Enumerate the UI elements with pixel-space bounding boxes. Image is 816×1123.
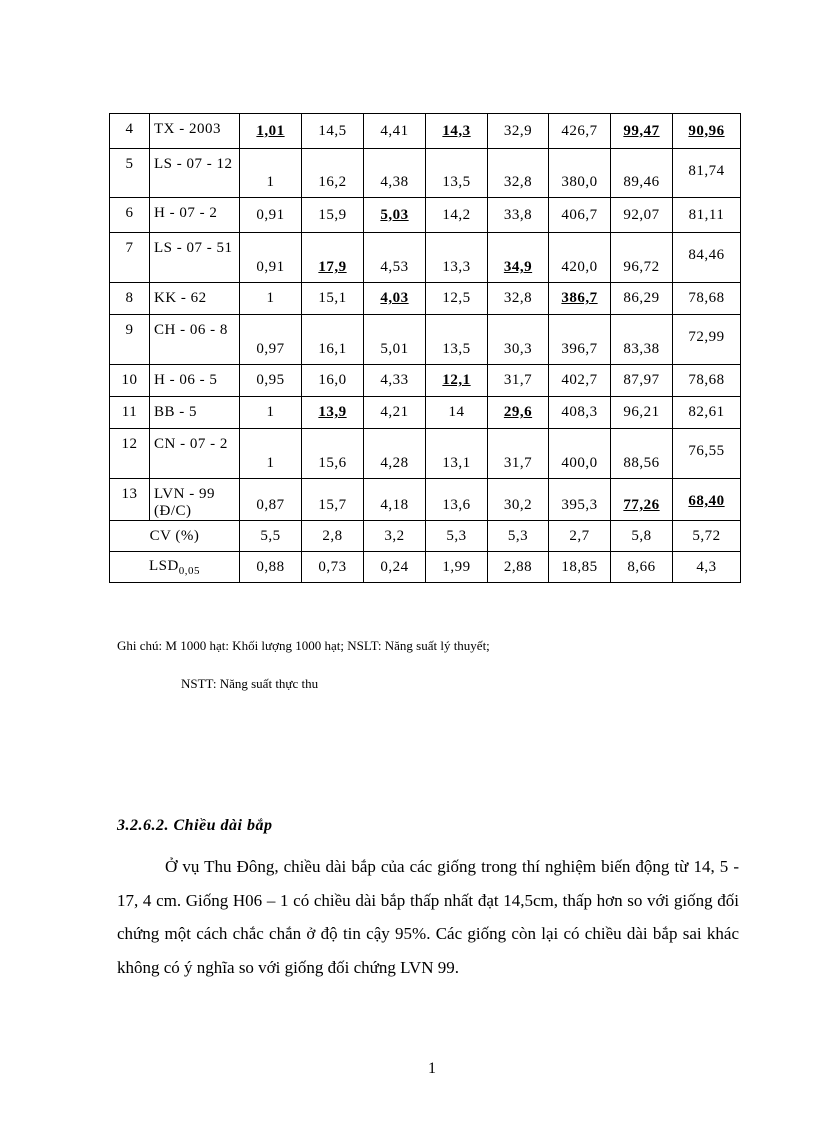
significant-value: 5,03 (380, 206, 409, 223)
value-cell (611, 479, 673, 521)
variety-name-cell: LVN - 99 (Đ/C) (150, 479, 240, 521)
cell-value: 13,6 (442, 497, 471, 513)
variety-name-cell: BB - 5 (150, 397, 240, 429)
cell-value: 406,7 (561, 206, 598, 223)
value-cell (302, 198, 364, 233)
value-cell (611, 365, 673, 397)
row-index-cell: 9 (110, 315, 150, 365)
value-cell (426, 233, 488, 283)
value-cell (426, 149, 488, 198)
value-cell (240, 429, 302, 479)
cell-value: 1 (266, 290, 275, 306)
summary-value-cell: 1,99 (426, 552, 488, 583)
value-cell (488, 198, 549, 233)
summary-value-cell: 0,88 (240, 552, 302, 583)
body-paragraph (117, 850, 739, 984)
summary-value-cell: 2,7 (549, 521, 611, 552)
value-cell (611, 315, 673, 365)
summary-value-cell: 5,3 (488, 521, 549, 552)
cell-value: 84,46 (688, 247, 725, 263)
value-cell (488, 315, 549, 365)
cell-value: 0,97 (256, 341, 285, 357)
value-cell (302, 114, 364, 149)
summary-value-cell: 5,5 (240, 521, 302, 552)
value-cell (488, 233, 549, 283)
value-cell (240, 114, 302, 149)
value-cell (364, 233, 426, 283)
cell-value: 15,1 (318, 290, 347, 306)
value-cell (426, 397, 488, 429)
cell-value: 83,38 (623, 341, 660, 357)
cell-value: 1 (266, 404, 275, 420)
cell-value: 78,68 (688, 372, 725, 388)
table-note-2: NSTT: Năng suất thực thu (181, 676, 319, 691)
significant-value: 12,1 (442, 372, 471, 388)
value-cell (611, 283, 673, 315)
value-cell (611, 233, 673, 283)
row-index-cell: 8 (110, 283, 150, 315)
cell-value: 13,5 (442, 174, 471, 190)
significant-value: 13,9 (318, 404, 347, 420)
cell-value: 380,0 (561, 174, 598, 190)
cell-value: 32,9 (503, 122, 533, 139)
cell-value: 96,72 (623, 259, 660, 275)
cell-value: 0,95 (256, 372, 285, 388)
value-cell (364, 397, 426, 429)
value-cell (549, 365, 611, 397)
value-cell (302, 315, 364, 365)
row-index-cell: 5 (110, 149, 150, 198)
value-cell (488, 429, 549, 479)
row-index-cell: 6 (110, 198, 150, 233)
cell-value: 1 (266, 455, 275, 471)
value-cell (673, 149, 741, 198)
cell-value: 81,11 (688, 206, 725, 223)
cell-value: 4,41 (380, 122, 409, 139)
value-cell (673, 233, 741, 283)
value-cell (673, 315, 741, 365)
value-cell (611, 198, 673, 233)
cell-value: 33,8 (503, 206, 533, 223)
cell-value: 4,18 (380, 497, 409, 513)
cell-value: 32,8 (503, 290, 533, 306)
table-row (110, 365, 741, 397)
value-cell (488, 149, 549, 198)
cell-value: 13,1 (442, 455, 471, 471)
value-cell (549, 479, 611, 521)
value-cell (426, 365, 488, 397)
cell-value: 13,3 (442, 259, 471, 275)
table-row (110, 198, 741, 233)
value-cell (611, 429, 673, 479)
value-cell (426, 479, 488, 521)
summary-label: CV (%) (149, 527, 200, 544)
variety-name-cell: LS - 07 - 12 (150, 149, 240, 198)
value-cell (240, 397, 302, 429)
summary-row (110, 552, 741, 583)
cell-value: 0,91 (256, 259, 285, 275)
value-cell (426, 429, 488, 479)
table-row (110, 114, 741, 149)
value-cell (673, 479, 741, 521)
value-cell (549, 233, 611, 283)
summary-value-cell: 5,72 (673, 521, 741, 552)
cell-value: 4,38 (380, 174, 409, 190)
value-cell (673, 429, 741, 479)
value-cell (364, 149, 426, 198)
significant-value: 34,9 (503, 259, 533, 275)
summary-value-cell: 2,8 (302, 521, 364, 552)
variety-name-cell: KK - 62 (150, 283, 240, 315)
table-note-1: Ghi chú: M 1000 hạt: Khối lượng 1000 hạt; NSLT: Năng suất lý thuyết; (117, 638, 490, 653)
summary-value-cell: 0,73 (302, 552, 364, 583)
cell-value: 4,53 (380, 259, 409, 275)
cell-value: 78,68 (688, 290, 725, 306)
significant-value: 14,3 (442, 122, 471, 139)
cell-value: 72,99 (688, 329, 725, 345)
summary-value-cell: 5,3 (426, 521, 488, 552)
value-cell (426, 283, 488, 315)
value-cell (488, 479, 549, 521)
summary-value-cell: 4,3 (673, 552, 741, 583)
summary-value-cell: 18,85 (549, 552, 611, 583)
value-cell (549, 149, 611, 198)
cell-value: 31,7 (503, 372, 533, 388)
cell-value: 14,5 (318, 122, 347, 139)
value-cell (364, 114, 426, 149)
value-cell (549, 397, 611, 429)
cell-value: 15,6 (318, 455, 347, 471)
value-cell (488, 283, 549, 315)
significant-value: 68,40 (688, 493, 725, 509)
cell-value: 16,2 (318, 174, 347, 190)
cell-value: 30,3 (503, 341, 533, 357)
value-cell (549, 315, 611, 365)
cell-value: 4,28 (380, 455, 409, 471)
cell-value: 16,1 (318, 341, 347, 357)
cell-value: 4,33 (380, 372, 409, 388)
value-cell (673, 365, 741, 397)
variety-name-cell: H - 06 - 5 (150, 365, 240, 397)
cell-value: 30,2 (503, 497, 533, 513)
table-row (110, 233, 741, 283)
variety-name-cell: TX - 2003 (150, 114, 240, 149)
cell-value: 87,97 (623, 372, 660, 388)
significant-value: 99,47 (623, 122, 660, 139)
value-cell (426, 114, 488, 149)
significant-value: 90,96 (688, 122, 725, 139)
summary-value-cell: 2,88 (488, 552, 549, 583)
value-cell (240, 479, 302, 521)
summary-value-cell: 8,66 (611, 552, 673, 583)
cell-value: 14 (448, 404, 465, 420)
row-index-cell: 7 (110, 233, 150, 283)
cell-value: 400,0 (561, 455, 598, 471)
summary-row (110, 521, 741, 552)
significant-value: 17,9 (318, 259, 347, 275)
table-row (110, 283, 741, 315)
variety-name-cell: CH - 06 - 8 (150, 315, 240, 365)
value-cell (611, 114, 673, 149)
significant-value: 1,01 (256, 122, 285, 139)
value-cell (673, 283, 741, 315)
cell-value: 88,56 (623, 455, 660, 471)
cell-value: 420,0 (561, 259, 598, 275)
value-cell (302, 397, 364, 429)
value-cell (488, 365, 549, 397)
yield-table (109, 113, 741, 583)
value-cell (302, 479, 364, 521)
value-cell (240, 315, 302, 365)
cell-value: 82,61 (688, 404, 725, 420)
cell-value: 4,21 (380, 404, 409, 420)
value-cell (549, 283, 611, 315)
cell-value: 14,2 (442, 206, 471, 223)
row-index-cell: 11 (110, 397, 150, 429)
value-cell (673, 114, 741, 149)
cell-value: 0,91 (256, 206, 285, 223)
table-row (110, 315, 741, 365)
value-cell (673, 198, 741, 233)
page-number: 1 (428, 1060, 436, 1077)
value-cell (240, 283, 302, 315)
cell-value: 5,01 (380, 341, 409, 357)
cell-value: 96,21 (623, 404, 660, 420)
row-index-cell: 12 (110, 429, 150, 479)
value-cell (302, 233, 364, 283)
cell-value: 12,5 (442, 290, 471, 306)
cell-value: 13,5 (442, 341, 471, 357)
value-cell (549, 198, 611, 233)
table-row (110, 149, 741, 198)
variety-name-cell: H - 07 - 2 (150, 198, 240, 233)
cell-value: 15,7 (318, 497, 347, 513)
value-cell (611, 397, 673, 429)
cell-value: 15,9 (318, 206, 347, 223)
cell-value: 86,29 (623, 290, 660, 306)
summary-label-cell (110, 521, 240, 552)
cell-value: 92,07 (623, 206, 660, 223)
summary-label-cell (110, 552, 240, 583)
row-index-cell: 4 (110, 114, 150, 149)
cell-value: 402,7 (561, 372, 598, 388)
value-cell (488, 397, 549, 429)
table-row (110, 479, 741, 521)
value-cell (549, 429, 611, 479)
value-cell (302, 429, 364, 479)
value-cell (240, 365, 302, 397)
value-cell (240, 198, 302, 233)
value-cell (364, 479, 426, 521)
cell-value: 395,3 (561, 497, 598, 513)
value-cell (302, 283, 364, 315)
value-cell (364, 365, 426, 397)
paragraph-text: Ở vụ Thu Đông, chiều dài bắp của các giống trong thí nghiệm biến động từ 14, 5 - 17, 4 cm. Giống H06 – 1 có chiều dài bắp thấp nhất đạt 14,5cm, thấp hơn so với giống đối chứng một cách chắc chắn ở độ tin cậy 95%. Các giống còn lại có chiều dài bắp sai khác không có ý nghĩa so với giống đối chứng LVN 99. (117, 857, 739, 977)
cell-value: 81,74 (688, 163, 725, 179)
cell-value: 396,7 (561, 341, 598, 357)
value-cell (364, 198, 426, 233)
row-index-cell: 13 (110, 479, 150, 521)
variety-name-cell: LS - 07 - 51 (150, 233, 240, 283)
cell-value: 89,46 (623, 174, 660, 190)
value-cell (302, 365, 364, 397)
value-cell (364, 283, 426, 315)
cell-value: 426,7 (561, 122, 598, 139)
cell-value: 76,55 (688, 443, 725, 459)
summary-label: LSD (148, 557, 179, 574)
cell-value: 16,0 (318, 372, 347, 388)
value-cell (302, 149, 364, 198)
value-cell (673, 397, 741, 429)
value-cell (488, 114, 549, 149)
row-index-cell: 10 (110, 365, 150, 397)
variety-name-cell: CN - 07 - 2 (150, 429, 240, 479)
significant-value: 77,26 (623, 497, 660, 513)
summary-value-cell: 0,24 (364, 552, 426, 583)
value-cell (240, 233, 302, 283)
summary-value-cell: 5,8 (611, 521, 673, 552)
value-cell (426, 315, 488, 365)
cell-value: 32,8 (503, 174, 533, 190)
significant-value: 4,03 (380, 290, 409, 306)
summary-label-subscript: 0,05 (178, 564, 201, 577)
significant-value: 29,6 (503, 404, 533, 420)
table-row (110, 429, 741, 479)
cell-value: 408,3 (561, 404, 598, 420)
cell-value: 1 (266, 174, 275, 190)
summary-value-cell: 3,2 (364, 521, 426, 552)
cell-value: 0,87 (256, 497, 285, 513)
value-cell (549, 114, 611, 149)
value-cell (611, 149, 673, 198)
value-cell (364, 315, 426, 365)
section-heading: 3.2.6.2. Chiều dài bắp (117, 817, 273, 834)
significant-value: 386,7 (561, 290, 598, 306)
cell-value: 31,7 (503, 455, 533, 471)
value-cell (364, 429, 426, 479)
value-cell (240, 149, 302, 198)
value-cell (426, 198, 488, 233)
table-row (110, 397, 741, 429)
